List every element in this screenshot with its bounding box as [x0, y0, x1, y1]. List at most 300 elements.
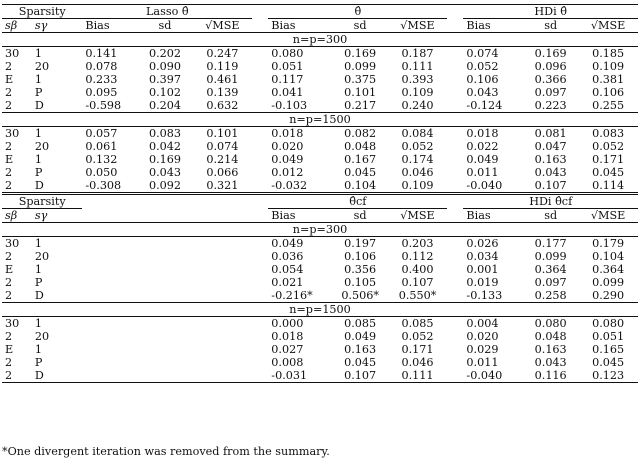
- cell-value: 0.020: [466, 330, 499, 343]
- group-label-hdi: HDi θ̂: [463, 5, 638, 19]
- cell-value: 0.008: [271, 356, 304, 369]
- s-gamma-label: sγ: [32, 209, 83, 223]
- cell-value: 0.240: [401, 99, 434, 112]
- cell-value: 0.043: [466, 86, 499, 99]
- cell-value: 0.099: [344, 60, 377, 73]
- s-gamma-label: sγ: [32, 19, 83, 33]
- column-gap: [82, 369, 137, 383]
- cell-s-beta: 30: [5, 317, 20, 330]
- column-gap: [447, 356, 463, 369]
- table-row: [2, 60, 638, 73]
- cell-value: 0.080: [592, 317, 625, 330]
- cell-value: 0.550*: [398, 289, 437, 302]
- table-row: [2, 127, 638, 141]
- cell-value: 0.223: [534, 99, 567, 112]
- cell-value: 0.080: [534, 317, 567, 330]
- column-gap: [447, 153, 463, 166]
- cell-value: -0.032: [268, 179, 332, 194]
- cell-value: 0.027: [271, 343, 304, 356]
- cell-value: 0.052: [466, 60, 499, 73]
- cell-s-gamma: P: [34, 86, 43, 99]
- cell-value: 0.049: [271, 237, 304, 250]
- cell-value: 0.197: [344, 237, 377, 250]
- column-gap: [82, 289, 137, 303]
- cell-value: 0.099: [592, 276, 625, 289]
- column-gap: [193, 289, 253, 303]
- cell-value: 0.397: [148, 73, 182, 86]
- cell-value: 0.107: [333, 369, 388, 383]
- cell-value: 0.081: [534, 127, 567, 140]
- cell-s-gamma: 1: [34, 263, 42, 276]
- cell-s-gamma: P: [34, 276, 43, 289]
- cell-value: 0.083: [592, 127, 625, 140]
- group-label-lasso: Lasso θ̂: [82, 5, 252, 19]
- cell-value: 0.048: [344, 140, 377, 153]
- cell-value: 0.233: [85, 73, 118, 86]
- column-gap: [252, 237, 268, 251]
- s-beta-label: sβ: [2, 209, 32, 223]
- column-gap: [193, 317, 253, 331]
- cell-value: 0.163: [534, 153, 567, 166]
- column-gap: [252, 127, 268, 141]
- cell-value: 0.066: [206, 166, 239, 179]
- cell-s-gamma: 20: [34, 60, 50, 73]
- cell-s-beta: E: [5, 153, 14, 166]
- cell-value: 0.020: [271, 140, 304, 153]
- cell-value: 0.090: [148, 60, 182, 73]
- cell-value: -0.040: [463, 179, 523, 194]
- group-label-hdi-cf: HDi θ̂cf: [463, 194, 638, 209]
- column-gap: [82, 356, 137, 369]
- cell-value: 0.049: [344, 330, 377, 343]
- column-gap: [252, 179, 268, 194]
- column-gap: [252, 47, 268, 61]
- column-gap: [447, 179, 463, 194]
- cell-value: 0.054: [271, 263, 304, 276]
- cell-value: 0.049: [466, 153, 499, 166]
- cell-s-beta: E: [5, 263, 14, 276]
- cell-value: 0.104: [333, 179, 388, 194]
- cell-s-beta: E: [5, 73, 14, 86]
- cell-value: 0.400: [401, 263, 434, 276]
- cell-s-gamma: P: [34, 166, 43, 179]
- cell-value: 0.052: [592, 140, 625, 153]
- cell-value: 0.061: [85, 140, 118, 153]
- column-gap: [82, 237, 137, 251]
- table-row: [2, 330, 638, 343]
- cell-value: 0.041: [271, 86, 304, 99]
- col-label-rmse: √MSE: [578, 19, 638, 33]
- col-label-rmse: √MSE: [193, 19, 253, 33]
- cell-s-beta: 2: [5, 99, 13, 112]
- table-row: [2, 179, 638, 194]
- col-label-bias: Bias: [463, 209, 523, 223]
- cell-s-beta: 2: [5, 250, 13, 263]
- cell-value: 0.001: [466, 263, 499, 276]
- cell-value: 0.102: [148, 86, 182, 99]
- cell-value: 0.116: [523, 369, 578, 383]
- cell-s-beta: 2: [5, 289, 13, 302]
- cell-value: 0.204: [148, 99, 182, 112]
- cell-value: 0.046: [401, 166, 434, 179]
- cell-value: 0.364: [592, 263, 625, 276]
- cell-s-gamma: P: [34, 356, 43, 369]
- cell-value: 0.026: [466, 237, 499, 250]
- section-title: n=p=1500: [2, 303, 638, 317]
- cell-value: 0.043: [534, 166, 567, 179]
- cell-value: 0.258: [534, 289, 567, 302]
- cell-value: 0.111: [388, 369, 448, 383]
- column-gap: [252, 73, 268, 86]
- cell-value: 0.132: [85, 153, 118, 166]
- column-gap: [252, 330, 268, 343]
- cell-s-beta: E: [5, 343, 14, 356]
- cell-s-gamma: D: [32, 179, 83, 194]
- cell-value: 0.051: [271, 60, 304, 73]
- cell-value: 0.217: [344, 99, 377, 112]
- cell-value: 0.095: [85, 86, 118, 99]
- cell-value: 0.381: [592, 73, 625, 86]
- cell-value: 0.632: [206, 99, 239, 112]
- cell-value: 0.169: [148, 153, 182, 166]
- cell-s-beta: 2: [2, 179, 32, 194]
- cell-value: 0.022: [466, 140, 499, 153]
- cell-value: 0.179: [592, 237, 625, 250]
- table-row: [2, 250, 638, 263]
- cell-s-beta: 30: [5, 47, 20, 60]
- cell-value: 0.018: [271, 127, 304, 140]
- column-gap: [252, 60, 268, 73]
- table-row: [2, 47, 638, 61]
- cell-value: 0.104: [592, 250, 625, 263]
- cell-value: -0.031: [268, 369, 332, 383]
- cell-value: 0.021: [271, 276, 304, 289]
- column-gap: [137, 250, 192, 263]
- table-row: [2, 73, 638, 86]
- cell-value: 0.117: [271, 73, 304, 86]
- cell-value: 0.105: [344, 276, 377, 289]
- cell-value: 0.048: [534, 330, 567, 343]
- col-label-rmse: √MSE: [388, 209, 448, 223]
- cell-value: 0.107: [523, 179, 578, 194]
- col-label-bias: Bias: [268, 19, 332, 33]
- table-row: [2, 276, 638, 289]
- cell-value: 0.109: [401, 86, 434, 99]
- cell-s-gamma: 20: [34, 330, 50, 343]
- col-label-sd: sd: [523, 209, 578, 223]
- cell-value: 0.045: [344, 356, 377, 369]
- section-title: n=p=300: [2, 33, 638, 47]
- cell-value: 0.167: [344, 153, 377, 166]
- column-gap: [252, 343, 268, 356]
- cell-value: 0.051: [592, 330, 625, 343]
- table-row: [2, 356, 638, 369]
- column-gap: [137, 263, 192, 276]
- section-header-row: [2, 33, 638, 47]
- column-gap: [137, 330, 192, 343]
- table-row: [2, 153, 638, 166]
- cell-value: 0.123: [578, 369, 638, 383]
- cell-value: 0.096: [534, 60, 567, 73]
- cell-s-gamma: 1: [34, 343, 42, 356]
- cell-value: 0.106: [466, 73, 499, 86]
- part2-header-row2: [2, 209, 638, 223]
- cell-value: 0.171: [401, 343, 434, 356]
- table-row: [2, 166, 638, 179]
- column-gap: [82, 250, 137, 263]
- table-row: [2, 289, 638, 303]
- cell-value: -0.133: [466, 289, 503, 302]
- column-gap: [447, 330, 463, 343]
- cell-value: 0.111: [401, 60, 434, 73]
- column-gap: [447, 73, 463, 86]
- group-label-theta: θ̂: [268, 5, 447, 19]
- cell-value: 0.036: [271, 250, 304, 263]
- column-gap: [252, 289, 268, 303]
- column-gap: [137, 276, 192, 289]
- results-table: [2, 4, 638, 383]
- cell-value: 0.106: [344, 250, 377, 263]
- column-gap: [252, 369, 268, 383]
- column-gap: [447, 140, 463, 153]
- cell-value: 0.171: [592, 153, 625, 166]
- col-label-sd: sd: [137, 19, 192, 33]
- column-gap: [137, 356, 192, 369]
- column-gap: [82, 330, 137, 343]
- cell-value: 0.506*: [341, 289, 379, 302]
- cell-value: 0.290: [592, 289, 625, 302]
- column-gap: [193, 369, 253, 383]
- column-gap: [193, 263, 253, 276]
- cell-value: 0.375: [344, 73, 377, 86]
- column-gap: [252, 99, 268, 113]
- cell-value: 0.092: [137, 179, 192, 194]
- cell-value: 0.187: [401, 47, 434, 60]
- column-gap: [447, 47, 463, 61]
- cell-value: 0.169: [344, 47, 377, 60]
- cell-value: 0.321: [193, 179, 253, 194]
- table-row: [2, 99, 638, 113]
- column-gap: [447, 250, 463, 263]
- table-row: [2, 369, 638, 383]
- cell-s-beta: 2: [2, 369, 32, 383]
- cell-value: 0.043: [534, 356, 567, 369]
- column-gap: [447, 343, 463, 356]
- cell-value: 0.364: [534, 263, 567, 276]
- cell-value: 0.106: [592, 86, 625, 99]
- column-gap: [447, 99, 463, 113]
- column-gap: [82, 263, 137, 276]
- table-row: [2, 317, 638, 331]
- cell-value: 0.046: [401, 356, 434, 369]
- cell-s-gamma: 1: [34, 237, 42, 250]
- cell-value: 0.018: [271, 330, 304, 343]
- cell-value: 0.101: [206, 127, 239, 140]
- cell-value: 0.163: [534, 343, 567, 356]
- cell-value: 0.174: [401, 153, 434, 166]
- cell-s-gamma: D: [34, 289, 44, 302]
- column-gap: [137, 343, 192, 356]
- cell-value: -0.308: [82, 179, 137, 194]
- cell-value: 0.085: [401, 317, 434, 330]
- cell-value: 0.141: [85, 47, 118, 60]
- cell-value: 0.057: [85, 127, 118, 140]
- column-gap: [447, 127, 463, 141]
- column-gap: [252, 263, 268, 276]
- cell-value: 0.214: [206, 153, 239, 166]
- column-gap: [193, 250, 253, 263]
- cell-value: 0.045: [592, 356, 625, 369]
- column-gap: [82, 343, 137, 356]
- cell-s-gamma: 1: [34, 153, 42, 166]
- cell-value: 0.042: [148, 140, 182, 153]
- col-label-sd: sd: [333, 209, 388, 223]
- column-gap: [193, 356, 253, 369]
- cell-s-gamma: 1: [34, 317, 42, 330]
- cell-value: 0.185: [592, 47, 625, 60]
- column-gap: [447, 166, 463, 179]
- cell-value: 0.034: [466, 250, 499, 263]
- cell-value: 0.080: [271, 47, 304, 60]
- column-gap: [82, 317, 137, 331]
- col-label-sd: sd: [333, 19, 388, 33]
- cell-value: 0.047: [534, 140, 567, 153]
- column-gap: [252, 276, 268, 289]
- cell-s-gamma: 20: [34, 250, 50, 263]
- cell-value: 0.084: [401, 127, 434, 140]
- cell-value: 0.177: [534, 237, 567, 250]
- cell-value: 0.255: [592, 99, 625, 112]
- cell-value: -0.103: [271, 99, 308, 112]
- cell-s-beta: 2: [5, 166, 13, 179]
- cell-value: -0.216*: [271, 289, 313, 302]
- col-label-sd: sd: [523, 19, 578, 33]
- sparsity-label: Sparsity: [2, 5, 82, 19]
- cell-value: -0.598: [85, 99, 122, 112]
- cell-value: 0.107: [401, 276, 434, 289]
- cell-value: 0.029: [466, 343, 499, 356]
- cell-s-beta: 30: [5, 237, 20, 250]
- part1-body: [2, 33, 638, 194]
- column-gap: [252, 86, 268, 99]
- cell-value: 0.119: [206, 60, 239, 73]
- group-label-theta-cf: θ̂cf: [268, 194, 447, 209]
- cell-value: 0.366: [534, 73, 567, 86]
- column-gap: [137, 317, 192, 331]
- cell-value: 0.004: [466, 317, 499, 330]
- cell-s-beta: 2: [5, 330, 13, 343]
- column-gap: [447, 263, 463, 276]
- column-gap: [447, 60, 463, 73]
- section-title: n=p=1500: [2, 113, 638, 127]
- cell-s-gamma: 1: [34, 47, 42, 60]
- column-gap: [447, 369, 463, 383]
- column-gap: [82, 276, 137, 289]
- cell-value: 0.018: [466, 127, 499, 140]
- cell-value: 0.085: [344, 317, 377, 330]
- cell-s-beta: 2: [5, 276, 13, 289]
- cell-value: 0.461: [206, 73, 239, 86]
- table-row: [2, 140, 638, 153]
- sparsity-label: Sparsity: [2, 194, 82, 209]
- cell-value: 0.165: [592, 343, 625, 356]
- col-label-rmse: √MSE: [388, 19, 448, 33]
- table-row: [2, 237, 638, 251]
- section-title: n=p=300: [2, 223, 638, 237]
- cell-value: -0.040: [463, 369, 523, 383]
- cell-s-gamma: 1: [34, 127, 42, 140]
- cell-value: 0.000: [271, 317, 304, 330]
- cell-s-beta: 2: [5, 140, 13, 153]
- cell-value: 0.012: [271, 166, 304, 179]
- table-row: [2, 86, 638, 99]
- cell-value: 0.114: [578, 179, 638, 194]
- cell-s-gamma: D: [34, 99, 44, 112]
- cell-s-beta: 30: [5, 127, 20, 140]
- column-gap: [252, 317, 268, 331]
- column-gap: [193, 237, 253, 251]
- part1-header-row1: [2, 5, 638, 19]
- cell-value: 0.099: [534, 250, 567, 263]
- cell-value: 0.082: [344, 127, 377, 140]
- part1-header-row2: [2, 19, 638, 33]
- col-label-bias: Bias: [268, 209, 332, 223]
- cell-value: 0.112: [401, 250, 434, 263]
- cell-value: 0.078: [85, 60, 118, 73]
- col-label-bias: Bias: [463, 19, 523, 33]
- column-gap: [252, 166, 268, 179]
- cell-value: 0.011: [466, 356, 499, 369]
- footnote: *One divergent iteration was removed from the summary.: [2, 445, 330, 458]
- cell-value: 0.109: [592, 60, 625, 73]
- cell-value: 0.052: [401, 140, 434, 153]
- page: [0, 4, 640, 464]
- column-gap: [447, 276, 463, 289]
- column-gap: [447, 317, 463, 331]
- cell-value: 0.139: [206, 86, 239, 99]
- cell-value: 0.202: [148, 47, 182, 60]
- cell-value: 0.247: [206, 47, 239, 60]
- cell-value: 0.169: [534, 47, 567, 60]
- cell-value: 0.356: [344, 263, 377, 276]
- cell-value: 0.083: [148, 127, 182, 140]
- cell-value: 0.011: [466, 166, 499, 179]
- column-gap: [252, 250, 268, 263]
- cell-value: 0.097: [534, 276, 567, 289]
- table-row: [2, 343, 638, 356]
- cell-value: 0.045: [344, 166, 377, 179]
- column-gap: [447, 237, 463, 251]
- cell-value: 0.163: [344, 343, 377, 356]
- col-label-bias: Bias: [82, 19, 137, 33]
- column-gap: [193, 276, 253, 289]
- cell-value: 0.050: [85, 166, 118, 179]
- part2-header-row1: [2, 194, 638, 209]
- column-gap: [137, 369, 192, 383]
- cell-value: 0.019: [466, 276, 499, 289]
- column-gap: [137, 237, 192, 251]
- cell-value: 0.074: [466, 47, 499, 60]
- column-gap: [137, 289, 192, 303]
- cell-s-gamma: 1: [34, 73, 42, 86]
- cell-value: 0.097: [534, 86, 567, 99]
- column-gap: [447, 289, 463, 303]
- table-row: [2, 263, 638, 276]
- cell-value: 0.045: [592, 166, 625, 179]
- column-gap: [447, 86, 463, 99]
- cell-value: 0.101: [344, 86, 377, 99]
- cell-s-beta: 2: [5, 86, 13, 99]
